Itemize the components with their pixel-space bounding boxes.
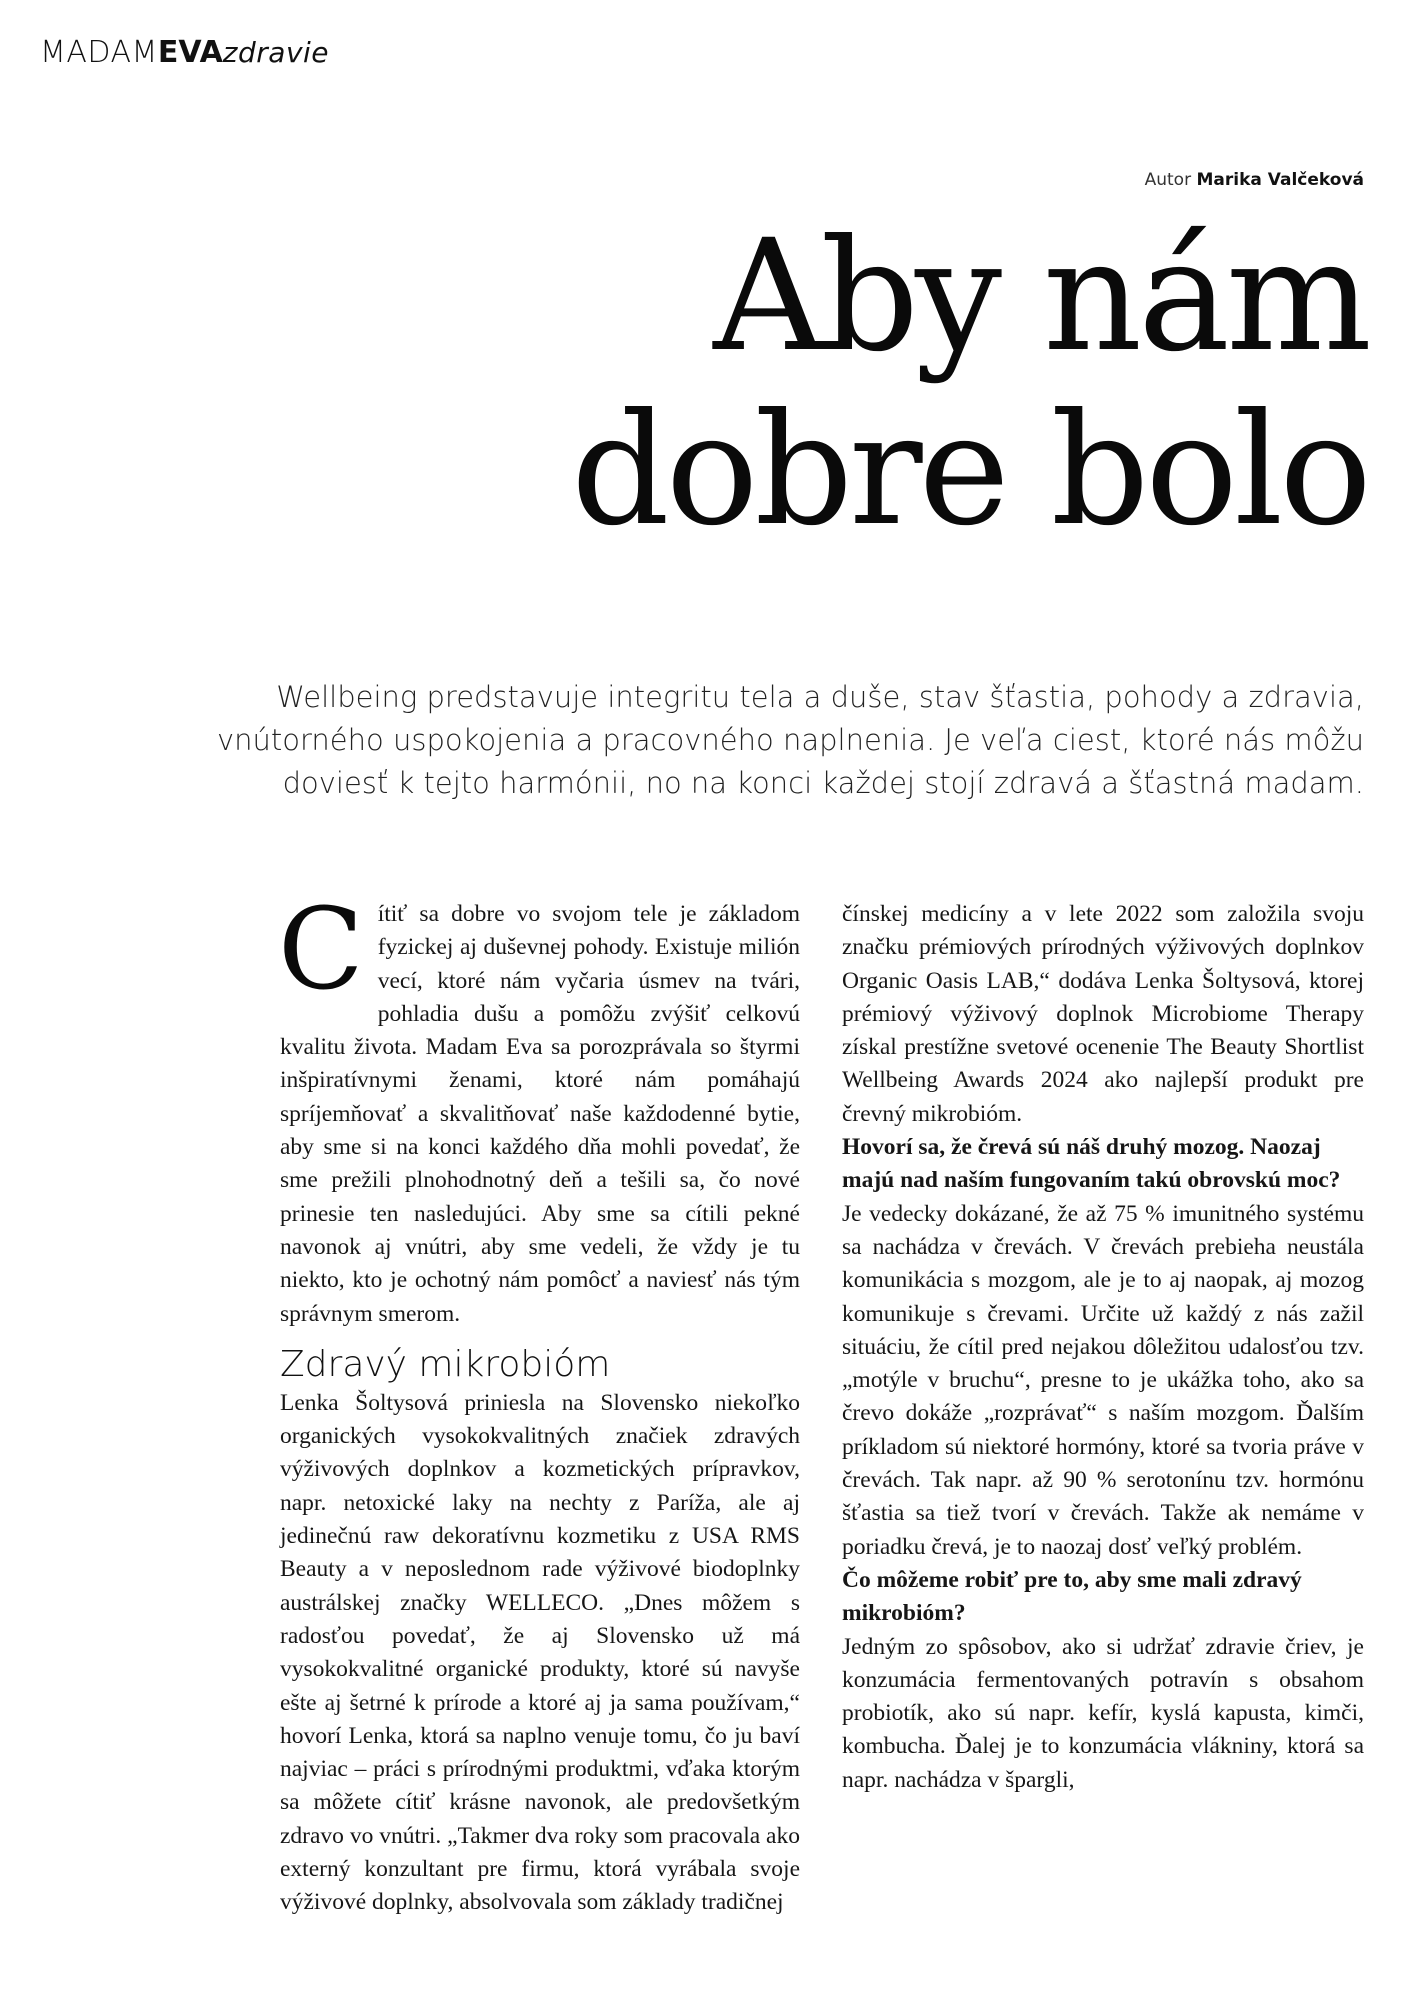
intro-paragraph (278, 885, 800, 1331)
author-name: Marika Valčeková (1196, 170, 1364, 190)
title-line-2: dobre bolo (571, 381, 1368, 560)
lead-line-1: Wellbeing predstavuje integritu tela a duše, stav šťastia, pohody a zdravia, (276, 680, 1364, 714)
section-name: zdravie (222, 36, 330, 69)
article-lead (130, 676, 1364, 805)
text-column-right (842, 898, 1364, 1797)
title-line-1: Aby nám (713, 207, 1368, 386)
magazine-header (40, 35, 330, 70)
text-column-left (278, 885, 800, 1920)
section-subhead: Zdravý mikrobióm (280, 1343, 611, 1385)
lead-line-3: doviesť k tejto harmónii, no na konci každej stojí zdravá a šťastná madam. (282, 766, 1364, 800)
author-label: Autor (1144, 170, 1192, 190)
author-credit (1145, 170, 1364, 190)
interview-question: Čo môžeme robiť pre to, aby sme mali zdravý mikrobióm? (842, 1566, 1302, 1627)
body-paragraph-1: Lenka Šoltysová priniesla na Slovensko niekoľko organických vysokokvalitných značiek zdravých výživových doplnkov a kozmetických prípravkov, napr. netoxické laky na nechty z Paríža, ale aj jedinečnú raw dekoratívnu kozmetiku z USA RMS Beauty a v neposlednom rade výživové biodoplnky austrálskej značky WELLECO. „Dnes môžem s radosťou povedať, že aj Slovensko už má vysokokvalitné organické produkty, ktoré sú navyše ešte aj šetrné k prírode a ktoré aj ja sama používam,“ hovorí Lenka, ktorá sa naplno venuje tomu, čo ju baví najviac – práci s prírodnými produktmi, vďaka ktorým sa môžete cítiť krásne navonok, ale predovšetkým zdravo vo vnútri. „Takmer dva roky som pracovala ako externý konzultant pre firmu, ktorá vyrábala svoje výživové doplnky, absolvovala som základy tradičnej (280, 1389, 800, 1916)
interview-answer: Jedným zo spôsobov, ako si udržať zdravie čriev, je konzumácia fermentovaných potravín s obsahom probiotík, ako sú napr. kefír, kyslá kapusta, kimči, kombucha. Ďalej je to konzumácia vlákniny, ktorá sa napr. nachádza v špargli, (842, 1633, 1364, 1793)
brand-eva: EVA (157, 35, 223, 70)
interview-question: Hovorí sa, že črevá sú náš druhý mozog. Naozaj majú nad naším fungovaním takú obrovskú moc? (842, 1134, 1341, 1194)
body-paragraph-1-continued: čínskej medicíny a v lete 2022 som založila svoju značku prémiových prírodných výživových doplnkov Organic Oasis LAB,“ dodáva Lenka Šoltysová, ktorej prémiový výživový doplnok Microbiome Therapy získal prestížne svetové ocenenie The Beauty Shortlist Wellbeing Awards 2024 ako najlepší produkt pre črevný mikrobióm. (842, 901, 1364, 1127)
article-title (571, 207, 1368, 560)
drop-cap: C (278, 885, 364, 1015)
lead-line-2: vnútorného uspokojenia a pracovného naplnenia. Je veľa ciest, ktoré nás môžu (216, 723, 1364, 757)
interview-answer: Je vedecky dokázané, že až 75 % imunitného systému sa nachádza v črevách. V črevách prebieha neustála komunikácia s mozgom, ale je to aj naopak, aj mozog komunikuje s črevami. Určite už každý z nás zažil situáciu, že cítil pred nejakou dôležitou udalosťou tzv. „motýle v bruchu“, presne to je ukážka toho, ako sa črevo dokáže „rozprávať“ s naším mozgom. Ďalším príkladom sú niektoré hormóny, ktoré sa tvoria práve v črevách. Tak napr. až 90 % serotonínu tzv. hormónu šťastia sa tiež tvorí v črevách. Takže ak nemáme v poriadku črevá, je to naozaj dosť veľký problém. (842, 1200, 1364, 1560)
brand-madam: MADAM (40, 35, 158, 70)
intro-text: ítiť sa dobre vo svojom tele je základom fyzickej aj duševnej pohody. Existuje milión vecí, ktoré nám vyčaria úsmev na tvári, pohladia dušu a pomôžu zvýšiť celkovú kvalitu života. Madam Eva sa porozprávala so štyrmi inšpiratívnymi ženami, ktoré nám pomáhajú spríjemňovať a skvalitňovať naše každodenné bytie, aby sme si na konci každého dňa mohli povedať, že sme prežili plnohodnotný deň a tešili sa, čo nové prinesie ten nasledujúci. Aby sme sa cítili pekné navonok aj vnútri, aby sme vedeli, že vždy je tu niekto, kto je ochotný nám pomôcť a naviesť nás tým správnym smerom. (280, 901, 800, 1327)
